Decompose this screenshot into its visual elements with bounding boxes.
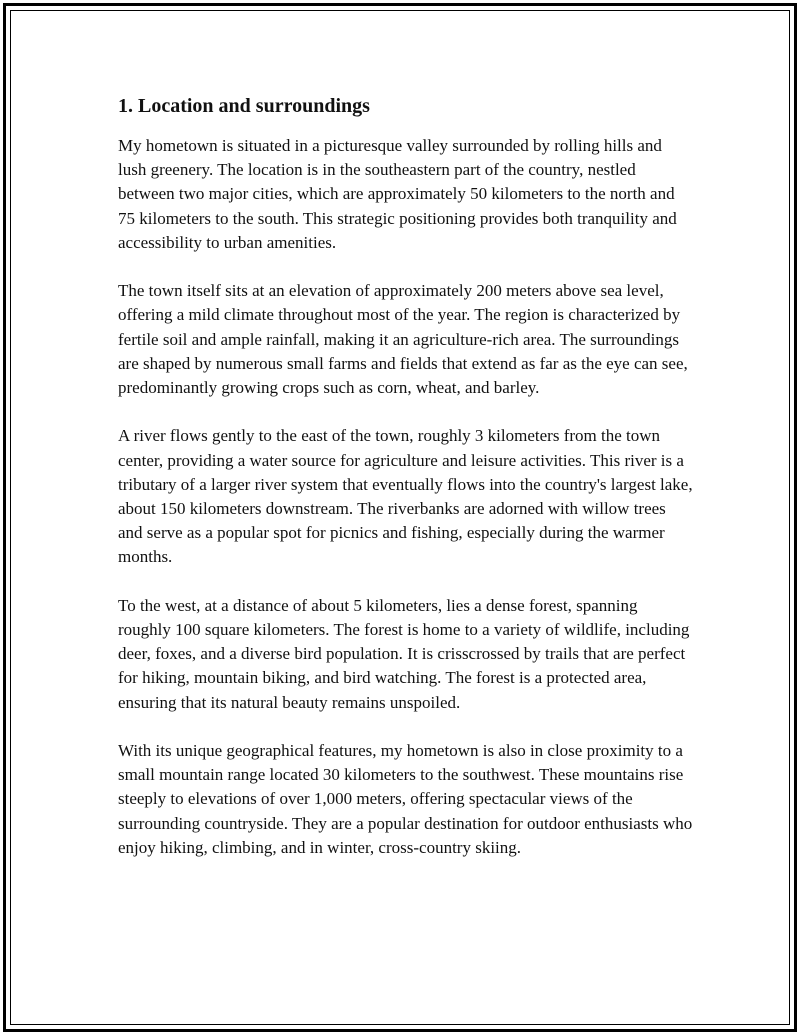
paragraph-mountains: With its unique geographical features, my hometown is also in close proximity to a small mountain range located 30 kilometers to the southwest. These mountains rise steeply to elevations of over 1,000 meters, offering spectacular views of the surrounding countryside. They are a popular destination for outdoor enthusiasts who enjoy hiking, climbing, and in winter, cross-country skiing. (118, 741, 693, 857)
paragraph-location: My hometown is situated in a picturesque valley surrounded by rolling hills and lush greenery. The location is in the southeastern part of the country, nestled between two major cities, which are approximately 50 kilometers to the north and 75 kilometers to the south. This strategic positioning provides both tranquility and accessibility to urban amenities. (118, 136, 677, 252)
document-body (118, 94, 693, 860)
paragraph-forest: To the west, at a distance of about 5 kilometers, lies a dense forest, spanning roughly 100 square kilometers. The forest is home to a variety of wildlife, including deer, foxes, and a diverse bird population. It is crisscrossed by trails that are perfect for hiking, mountain biking, and bird watching. The forest is a protected area, ensuring that its natural beauty remains unspoiled. (118, 595, 690, 712)
section-heading: 1. Location and surroundings (118, 95, 370, 117)
paragraph-river: A river flows gently to the east of the town, roughly 3 kilometers from the town center, providing a water source for agriculture and leisure activities. This river is a tributary of a larger river system that eventually flows into the country's largest lake, about 150 kilometers downstream. The riverbanks are adorned with willow trees and serve as a popular spot for picnics and fishing, especially during the warmer months. (118, 426, 693, 567)
paragraph-elevation: The town itself sits at an elevation of approximately 200 meters above sea level, offering a mild climate throughout most of the year. The region is characterized by fertile soil and ample rainfall, making it an agriculture-rich area. The surroundings are shaped by numerous small farms and fields that extend as far as the eye can see, predominantly growing crops such as corn, wheat, and barley. (118, 281, 688, 398)
